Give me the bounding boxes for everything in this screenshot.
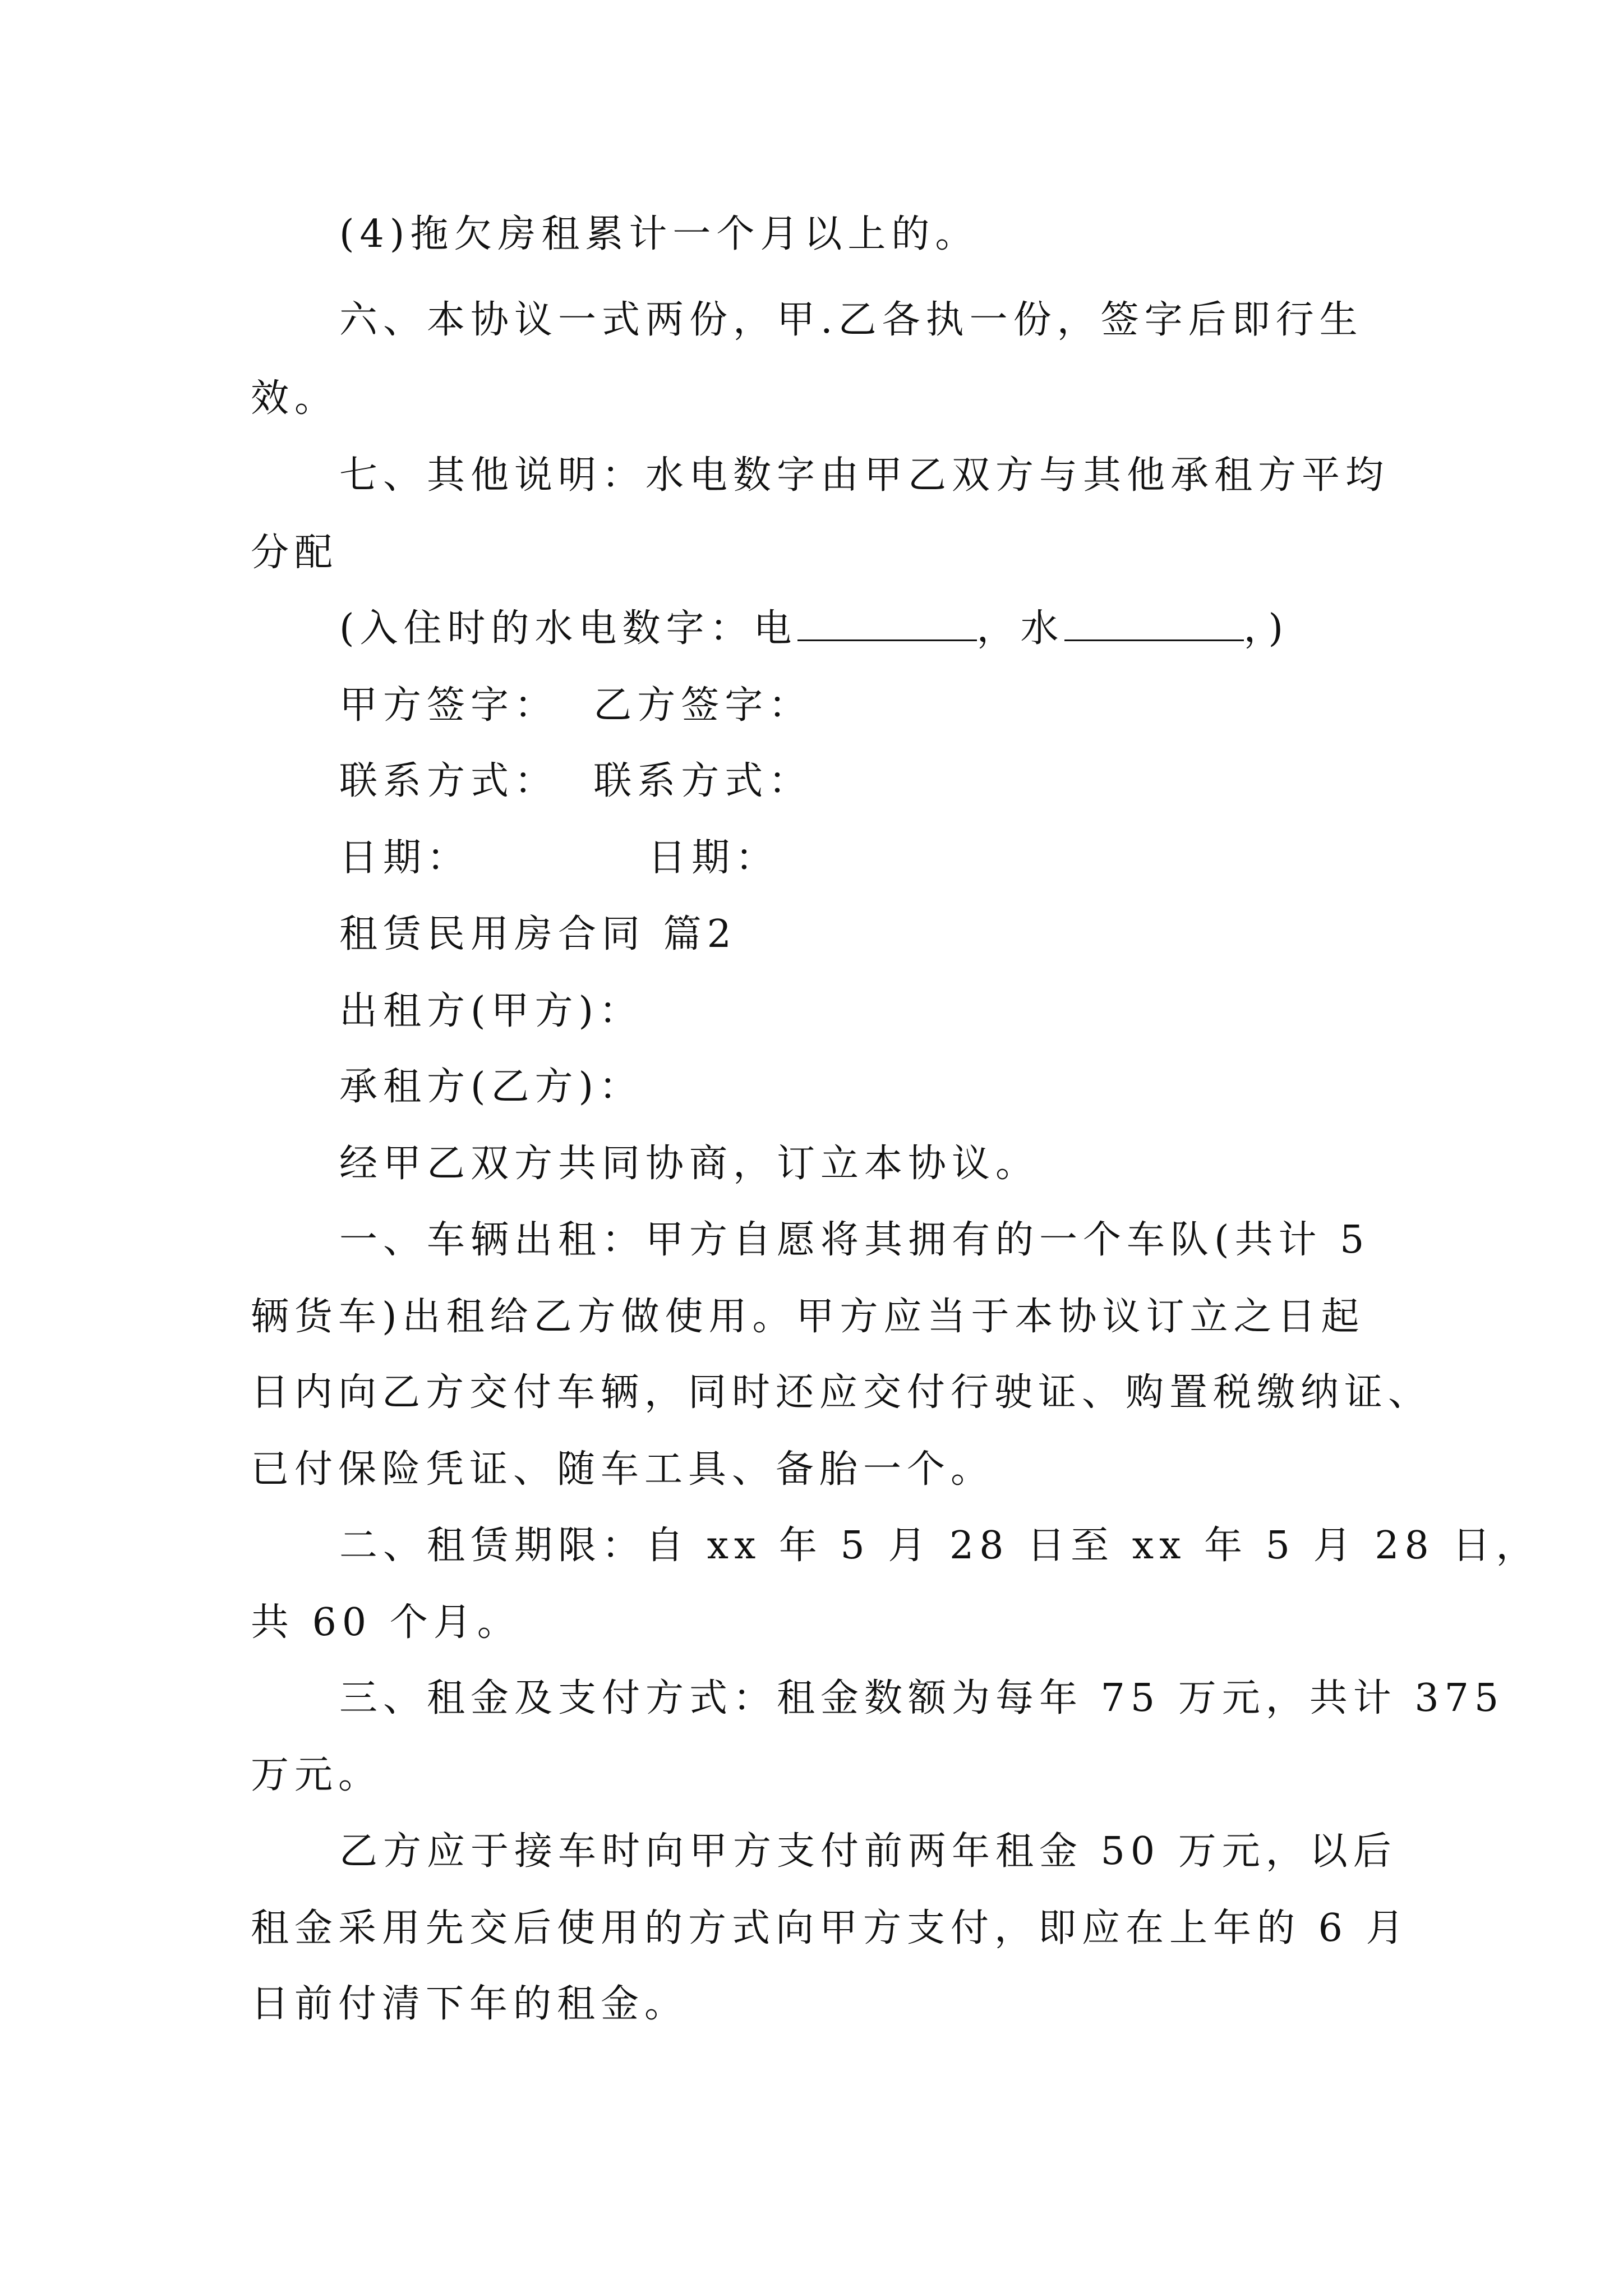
meter-reading-water-label: ，水 bbox=[976, 606, 1064, 651]
paragraph-line: (4)拖欠房租累计一个月以上的。 bbox=[339, 212, 979, 256]
paragraph-line: 分配 bbox=[251, 531, 339, 575]
lessor-line: 出租方(甲方)： bbox=[339, 989, 643, 1033]
water-blank bbox=[1064, 606, 1244, 641]
paragraph-line: 经甲乙双方共同协商，订立本协议。 bbox=[339, 1142, 1040, 1186]
signature-line: 甲方签字： 乙方签字： bbox=[339, 683, 813, 728]
paragraph-line: 乙方应于接车时向甲方支付前两年租金 50 万元，以后 bbox=[339, 1829, 1397, 1874]
meter-reading-line bbox=[339, 605, 1289, 653]
paragraph-line: 七、其他说明：水电数字由甲乙双方与其他承租方平均 bbox=[339, 453, 1390, 498]
paragraph-line: 效。 bbox=[251, 376, 339, 421]
contact-line: 联系方式： 联系方式： bbox=[339, 759, 813, 803]
paragraph-line: 六、本协议一式两份，甲.乙各执一份，签字后即行生 bbox=[339, 298, 1363, 342]
section-title: 租赁民用房合同 篇2 bbox=[339, 912, 737, 956]
paragraph-line: 租金采用先交后使用的方式向甲方支付，即应在上年的 6 月 bbox=[251, 1906, 1410, 1950]
paragraph-line: 共 60 个月。 bbox=[251, 1600, 521, 1645]
paragraph-line: 日内向乙方交付车辆，同时还应交付行驶证、购置税缴纳证、 bbox=[251, 1370, 1432, 1415]
paragraph-line: 日前付清下年的租金。 bbox=[251, 1982, 689, 2026]
electricity-blank bbox=[797, 606, 977, 641]
paragraph-line: 二、租赁期限：自 xx 年 5 月 28 日至 xx 年 5 月 28 日， bbox=[339, 1524, 1540, 1568]
date-line: 日期： 日期： bbox=[339, 836, 780, 880]
paragraph-line: 一、车辆出租：甲方自愿将其拥有的一个车队(共计 5 bbox=[339, 1218, 1370, 1262]
lessee-line: 承租方(乙方)： bbox=[339, 1065, 643, 1109]
paragraph-line: 辆货车)出租给乙方做使用。甲方应当于本协议订立之日起 bbox=[251, 1295, 1365, 1339]
meter-reading-suffix: ，) bbox=[1243, 606, 1289, 651]
paragraph-line: 三、租金及支付方式：租金数额为每年 75 万元，共计 375 bbox=[339, 1676, 1505, 1720]
paragraph-line: 已付保险凭证、随车工具、备胎一个。 bbox=[251, 1447, 995, 1492]
meter-reading-prefix: (入住时的水电数字：电 bbox=[339, 606, 797, 651]
paragraph-line: 万元。 bbox=[251, 1753, 382, 1797]
